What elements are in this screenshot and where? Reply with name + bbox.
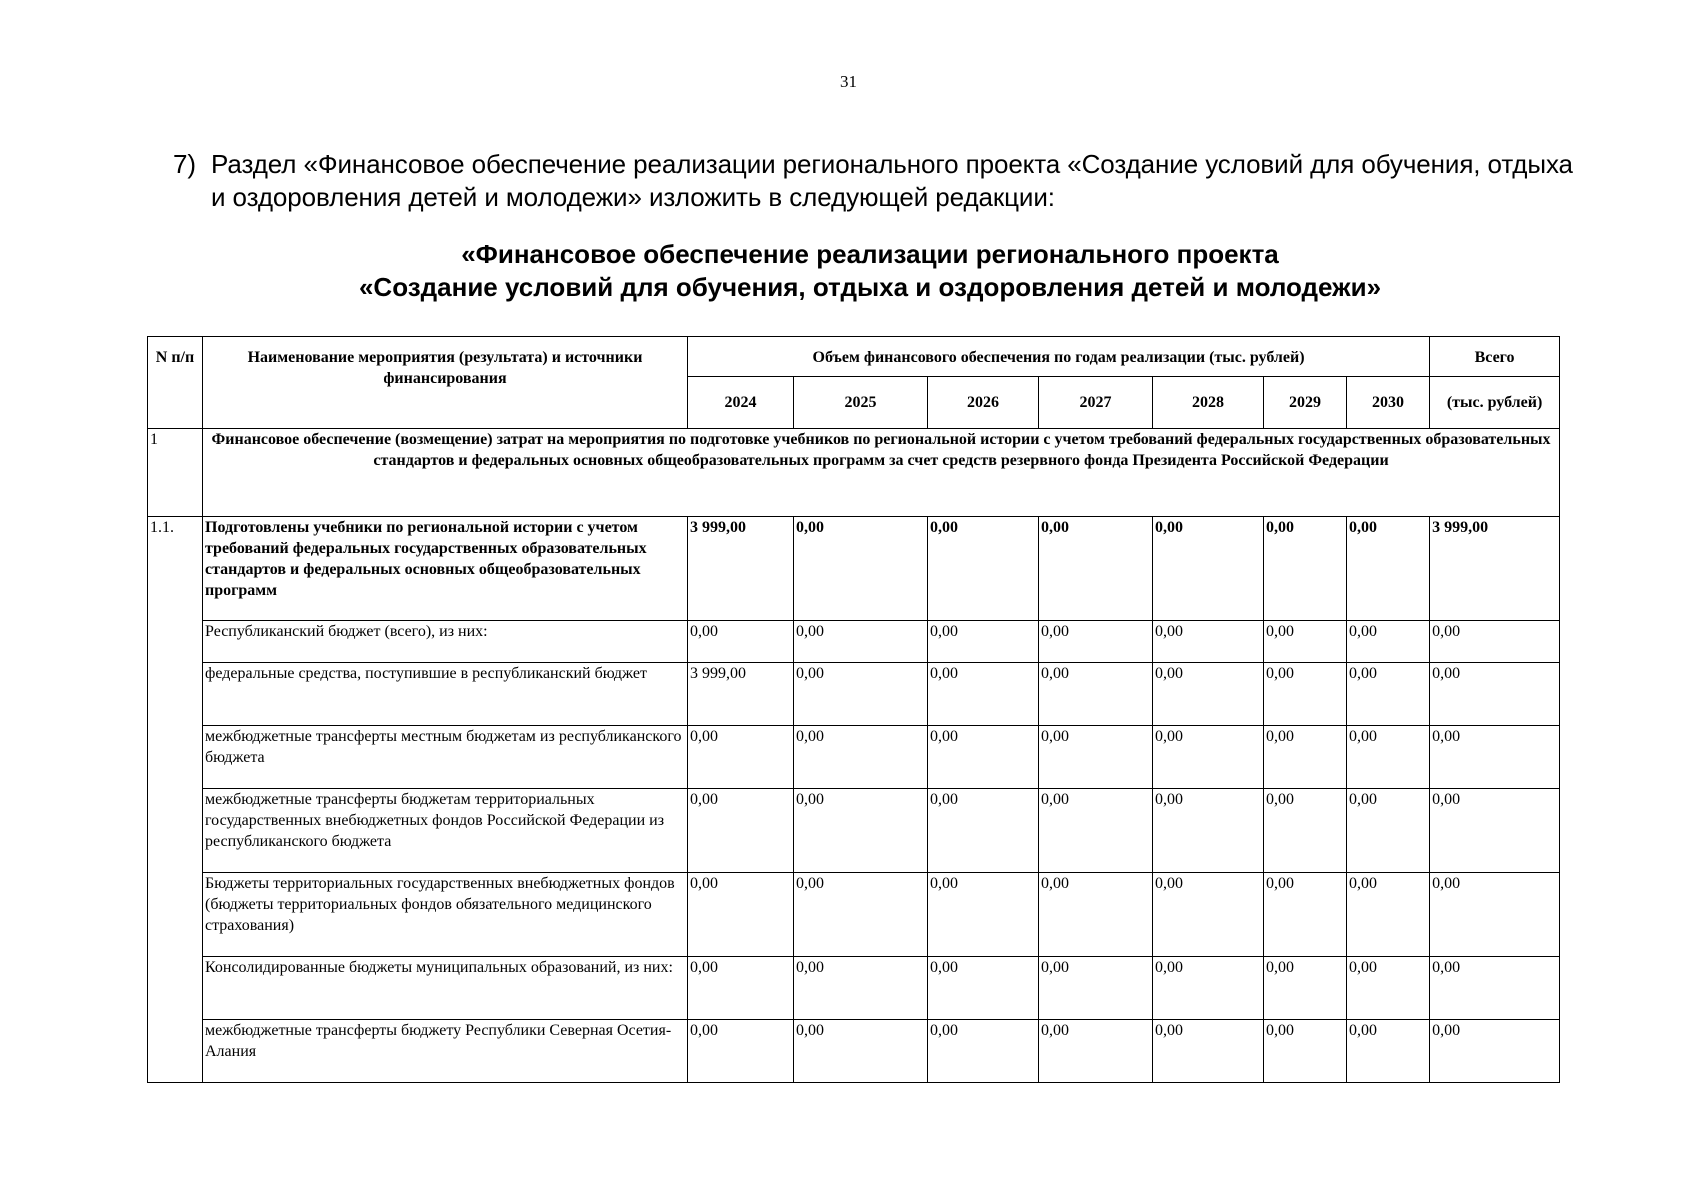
section-num: 1 [148,429,203,517]
value-cell: 0,00 [794,873,928,957]
value-cell: 0,00 [1153,873,1264,957]
value-cell: 0,00 [1153,663,1264,726]
value-cell: 0,00 [1264,1020,1347,1083]
value-cell: 0,00 [688,957,794,1020]
total-cell: 0,00 [1430,957,1560,1020]
value-cell: 0,00 [794,726,928,789]
value-cell: 0,00 [1264,873,1347,957]
value-cell: 0,00 [1347,726,1430,789]
heading-line-1: «Финансовое обеспечение реализации регионального проекта [461,239,1279,269]
value-cell: 0,00 [928,663,1039,726]
total-cell: 0,00 [1430,873,1560,957]
total-cell: 0,00 [1430,789,1560,873]
result-name: Подготовлены учебники по региональной истории с учетом требований федеральных государственных образовательных стандартов и федеральных основных общеобразовательных программ [203,517,688,621]
value-cell: 0,00 [1264,663,1347,726]
value-cell: 0,00 [1039,1020,1153,1083]
value-cell: 0,00 [794,621,928,663]
value-cell: 0,00 [1347,873,1430,957]
intro-text: Раздел «Финансовое обеспечение реализации регионального проекта «Создание условий для обучения, отдыха и оздоровления детей и молодежи» изложить в следующей редакции: [211,149,1573,212]
value-cell: 0,00 [1264,789,1347,873]
table-row [148,873,1560,957]
table-row [148,1020,1560,1083]
value-cell: 0,00 [1347,517,1430,621]
value-cell: 0,00 [1347,621,1430,663]
header-volume: Объем финансового обеспечения по годам реализации (тыс. рублей) [688,337,1430,377]
document-heading [0,238,1697,304]
table-row [148,726,1560,789]
header-total: Всего [1430,337,1560,377]
table-row [148,957,1560,1020]
value-cell: 0,00 [1264,621,1347,663]
source-name: Бюджеты территориальных государственных внебюджетных фондов (бюджеты территориальных фондов обязательного медицинского страхования) [203,873,688,957]
value-cell: 0,00 [928,726,1039,789]
header-name: Наименование мероприятия (результата) и источники финансирования [203,337,688,429]
value-cell: 0,00 [1153,517,1264,621]
source-name: Консолидированные бюджеты муниципальных образований, из них: [203,957,688,1020]
value-cell: 0,00 [688,1020,794,1083]
source-name: федеральные средства, поступившие в республиканский бюджет [203,663,688,726]
value-cell: 0,00 [1039,621,1153,663]
total-cell: 0,00 [1430,621,1560,663]
section-title: Финансовое обеспечение (возмещение) затрат на мероприятия по подготовке учебников по региональной истории с учетом требований федеральных государственных образовательных стандартов и федеральных основных общеобразовательных программ за счет средств резервного фонда Президента Российской Федерации [203,429,1560,517]
intro-list-marker: 7) [173,149,196,179]
section-row [148,429,1560,517]
value-cell: 0,00 [688,726,794,789]
header-year: 2025 [794,377,928,429]
value-cell: 0,00 [794,663,928,726]
value-cell: 0,00 [794,789,928,873]
table-row [148,621,1560,663]
source-name: межбюджетные трансферты бюджету Республики Северная Осетия-Алания [203,1020,688,1083]
value-cell: 0,00 [794,957,928,1020]
table-header-row [148,337,1560,377]
value-cell: 0,00 [794,1020,928,1083]
value-cell: 0,00 [928,1020,1039,1083]
value-cell: 0,00 [1153,726,1264,789]
source-name: межбюджетные трансферты местным бюджетам из республиканского бюджета [203,726,688,789]
table-row [148,789,1560,873]
heading-line-2: «Создание условий для обучения, отдыха и оздоровления детей и молодежи» [358,272,1382,302]
value-cell: 0,00 [1153,621,1264,663]
value-cell: 0,00 [1153,789,1264,873]
source-name: Республиканский бюджет (всего), из них: [203,621,688,663]
value-cell: 0,00 [928,517,1039,621]
value-cell: 0,00 [1039,873,1153,957]
value-cell: 0,00 [1039,517,1153,621]
header-year: 2029 [1264,377,1347,429]
value-cell: 0,00 [928,789,1039,873]
value-cell: 0,00 [1347,663,1430,726]
result-num: 1.1. [148,517,203,1083]
value-cell: 0,00 [1264,517,1347,621]
header-year: 2028 [1153,377,1264,429]
total-cell: 3 999,00 [1430,517,1560,621]
header-num: N п/п [148,337,203,429]
header-year: 2027 [1039,377,1153,429]
value-cell: 0,00 [688,873,794,957]
header-year: 2030 [1347,377,1430,429]
result-row [148,517,1560,621]
value-cell: 0,00 [1039,789,1153,873]
value-cell: 0,00 [1264,726,1347,789]
value-cell: 3 999,00 [688,663,794,726]
header-year: 2026 [928,377,1039,429]
value-cell: 0,00 [928,873,1039,957]
value-cell: 0,00 [1039,663,1153,726]
value-cell: 0,00 [1039,957,1153,1020]
value-cell: 0,00 [928,621,1039,663]
value-cell: 0,00 [1347,957,1430,1020]
intro-paragraph [173,148,1593,214]
value-cell: 0,00 [1264,957,1347,1020]
value-cell: 0,00 [794,517,928,621]
source-name: межбюджетные трансферты бюджетам территориальных государственных внебюджетных фондов Российской Федерации из республиканского бюджета [203,789,688,873]
value-cell: 0,00 [1153,957,1264,1020]
value-cell: 3 999,00 [688,517,794,621]
value-cell: 0,00 [688,621,794,663]
financing-table [147,336,1560,1083]
value-cell: 0,00 [688,789,794,873]
header-total-unit: (тыс. рублей) [1430,377,1560,429]
total-cell: 0,00 [1430,1020,1560,1083]
value-cell: 0,00 [928,957,1039,1020]
value-cell: 0,00 [1153,1020,1264,1083]
page-number: 31 [840,72,857,91]
value-cell: 0,00 [1347,1020,1430,1083]
value-cell: 0,00 [1039,726,1153,789]
header-year: 2024 [688,377,794,429]
total-cell: 0,00 [1430,726,1560,789]
value-cell: 0,00 [1347,789,1430,873]
total-cell: 0,00 [1430,663,1560,726]
table-row [148,663,1560,726]
